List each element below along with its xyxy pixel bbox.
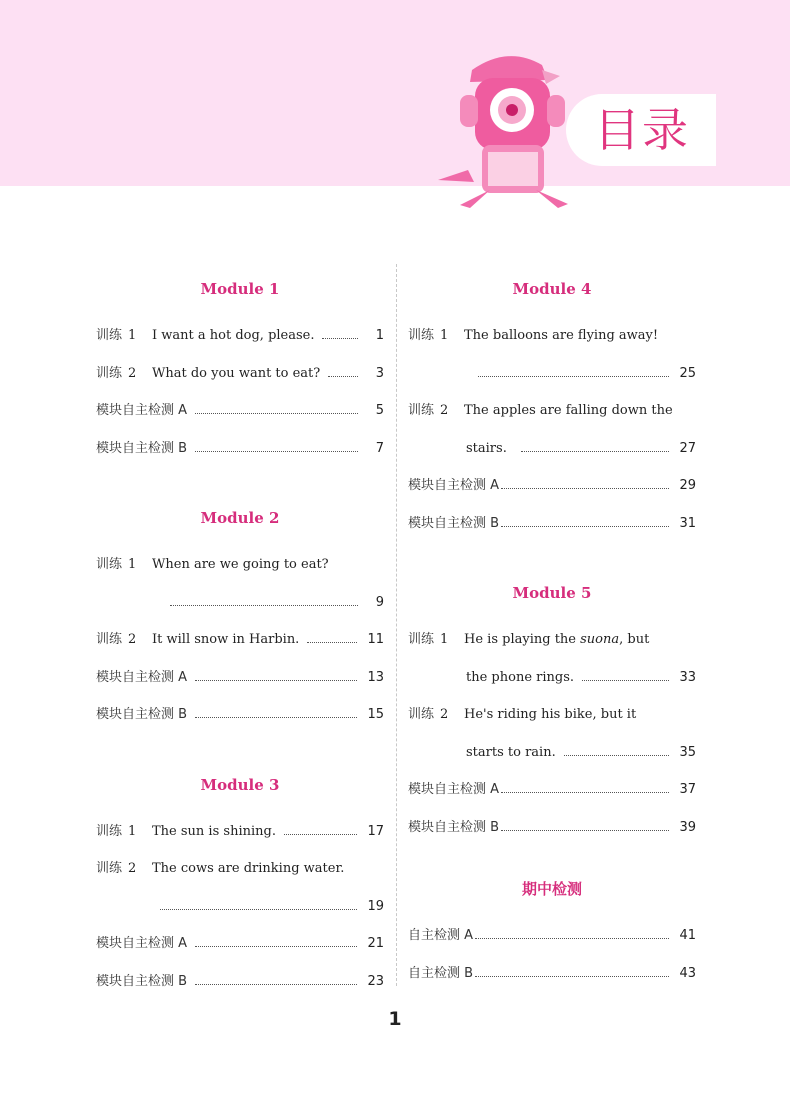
toc-entry[interactable]: 训练 1 He is playing the suona, but: [408, 632, 650, 647]
toc-entry[interactable]: 模块自主检测 B 39: [408, 809, 696, 847]
module-heading: Module 4: [512, 280, 592, 298]
leader-dots: [564, 755, 670, 756]
toc-entry[interactable]: 训练 1 The balloons are flying away!: [408, 328, 659, 343]
leader-dots: [160, 909, 357, 910]
toc-entry[interactable]: 模块自主检测 B 23: [96, 963, 384, 1001]
toc-entry[interactable]: 训练 1 When are we going to eat?: [96, 557, 329, 572]
leader-dots: [195, 680, 357, 681]
leader-dots: [195, 984, 357, 985]
leader-dots: [195, 946, 357, 947]
toc-entry-continuation[interactable]: [96, 888, 384, 926]
page-ref: 5: [375, 403, 384, 418]
toc-entry[interactable]: 训练 1 The sun is shining. 17: [96, 813, 384, 851]
page-number: 1: [388, 1008, 402, 1030]
page-ref: 27: [679, 440, 696, 456]
page-ref: 29: [679, 478, 696, 493]
leader-dots: [195, 717, 357, 718]
leader-dots: [501, 792, 669, 793]
page-ref: 1: [375, 328, 384, 343]
page-ref: 31: [679, 515, 696, 531]
toc-entry[interactable]: 训练 2 He's riding his bike, but it: [408, 707, 637, 722]
leader-dots: [322, 338, 358, 339]
page-ref: 35: [679, 744, 696, 760]
toc-entry[interactable]: 训练 2 It will snow in Harbin. 11: [96, 621, 384, 659]
module-heading: 期中检测: [521, 880, 582, 898]
toc-entry[interactable]: 模块自主检测 A 13: [96, 659, 384, 697]
leader-dots: [328, 376, 358, 377]
leader-dots: [195, 413, 358, 414]
toc-entry-continuation[interactable]: the phone rings. 33: [408, 659, 696, 697]
module-heading: Module 5: [512, 584, 592, 602]
page-ref: 33: [679, 669, 696, 685]
toc-entry-continuation[interactable]: [408, 355, 696, 393]
page-ref: 7: [375, 440, 384, 456]
toc-entry[interactable]: 自主检测 B 43: [408, 955, 696, 993]
page-ref: 11: [367, 632, 384, 647]
toc-entry[interactable]: 训练 2 The apples are falling down the: [408, 403, 673, 418]
toc-entry-continuation[interactable]: starts to rain. 35: [408, 734, 696, 772]
leader-dots: [307, 642, 357, 643]
page-title: 目录: [594, 103, 690, 157]
leader-dots: [284, 834, 357, 835]
toc-entry[interactable]: 模块自主检测 A 5: [96, 392, 384, 430]
page-ref: 41: [679, 928, 696, 943]
module-heading: Module 3: [200, 775, 280, 794]
toc-right-column: [408, 276, 696, 992]
page-ref: 13: [367, 669, 384, 685]
toc-left-column: [96, 276, 384, 1000]
robot-mascot-illustration: [430, 40, 590, 215]
leader-dots: [501, 830, 669, 831]
module-heading: Module 2: [200, 509, 280, 527]
leader-dots: [501, 526, 669, 527]
page-ref: 15: [367, 707, 384, 722]
page-ref: 3: [375, 365, 384, 381]
leader-dots: [582, 680, 669, 681]
toc-entry[interactable]: 模块自主检测 B 7: [96, 430, 384, 468]
toc-entry[interactable]: 模块自主检测 A 21: [96, 925, 384, 963]
page-ref: 37: [679, 782, 696, 797]
toc-entry[interactable]: 训练 1 I want a hot dog, please. 1: [96, 317, 384, 355]
leader-dots: [475, 976, 669, 977]
page-ref: 17: [367, 823, 384, 839]
leader-dots: [521, 451, 670, 452]
page-ref: 9: [375, 594, 384, 610]
column-divider: [396, 264, 397, 986]
toc-entry-continuation[interactable]: stairs. 27: [408, 430, 696, 468]
leader-dots: [501, 488, 669, 489]
page-ref: 19: [367, 898, 384, 914]
toc-entry[interactable]: 自主检测 A 41: [408, 917, 696, 955]
page-ref: 25: [679, 365, 696, 381]
toc-entry[interactable]: 训练 2 The cows are drinking water.: [96, 861, 345, 876]
page-ref: 21: [367, 936, 384, 951]
toc-entry[interactable]: 模块自主检测 A 37: [408, 771, 696, 809]
leader-dots: [475, 938, 669, 939]
leader-dots: [170, 605, 358, 606]
leader-dots: [478, 376, 669, 377]
page-ref: 39: [679, 819, 696, 835]
leader-dots: [195, 451, 358, 452]
toc-entry-continuation[interactable]: [96, 584, 384, 622]
module-heading: Module 1: [200, 280, 280, 298]
toc-entry[interactable]: 模块自主检测 B 31: [408, 505, 696, 543]
toc-entry[interactable]: 模块自主检测 B 15: [96, 696, 384, 734]
toc-entry[interactable]: 训练 2 What do you want to eat? 3: [96, 355, 384, 393]
toc-entry[interactable]: 模块自主检测 A 29: [408, 467, 696, 505]
page-ref: 23: [367, 973, 384, 989]
page-ref: 43: [679, 965, 696, 981]
